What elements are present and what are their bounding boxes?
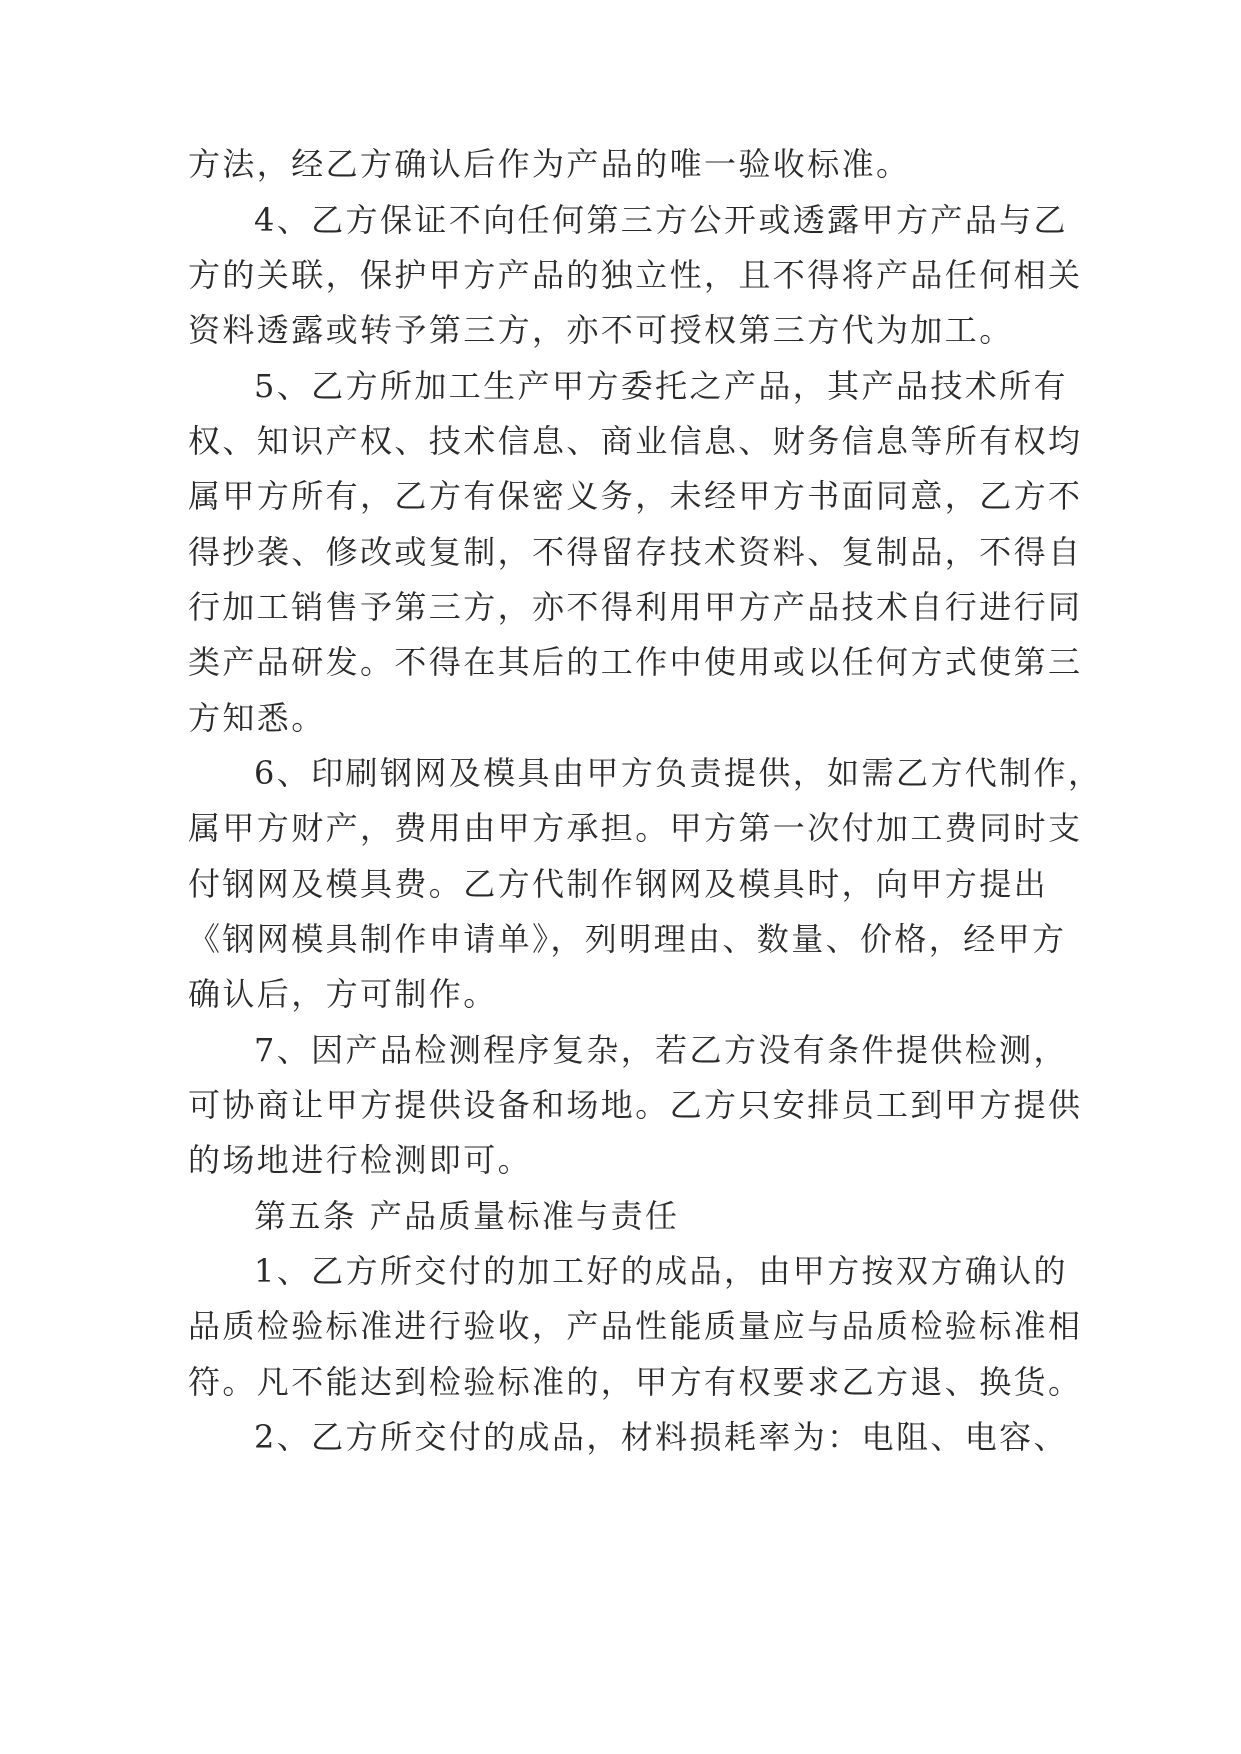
text-line: 付钢网及模具费。乙方代制作钢网及模具时，向甲方提出 bbox=[188, 865, 1049, 903]
text-line: 权、知识产权、技术信息、商业信息、财务信息等所有权均 bbox=[188, 422, 1083, 460]
text-line: 方的关联，保护甲方产品的独立性，且不得将产品任何相关 bbox=[188, 256, 1083, 294]
section-heading: 第五条 产品质量标准与责任 bbox=[254, 1197, 680, 1235]
text-line: 品质检验标准进行验收，产品性能质量应与品质检验标准相 bbox=[188, 1307, 1083, 1345]
text-line: 1、乙方所交付的加工好的成品，由甲方按双方确认的 bbox=[254, 1252, 1068, 1290]
text-line: 符。凡不能达到检验标准的，甲方有权要求乙方退、换货。 bbox=[188, 1363, 1083, 1401]
text-line: 类产品研发。不得在其后的工作中使用或以任何方式使第三 bbox=[188, 643, 1083, 681]
text-line: 可协商让甲方提供设备和场地。乙方只安排员工到甲方提供 bbox=[188, 1086, 1083, 1124]
text-line: 确认后，方可制作。 bbox=[188, 975, 498, 1013]
text-line: 2、乙方所交付的成品，材料损耗率为：电阻、电容、 bbox=[254, 1418, 1068, 1456]
text-line: 《钢网模具制作申请单》，列明理由、数量、价格，经甲方 bbox=[188, 920, 1067, 958]
text-line: 7、因产品检测程序复杂，若乙方没有条件提供检测， bbox=[254, 1031, 1068, 1069]
text-line: 资料透露或转予第三方，亦不可授权第三方代为加工。 bbox=[188, 311, 1014, 349]
text-line: 行加工销售予第三方，亦不得利用甲方产品技术自行进行同 bbox=[188, 588, 1083, 626]
text-line: 6、印刷钢网及模具由甲方负责提供，如需乙方代制作， bbox=[254, 754, 1103, 792]
text-line: 4、乙方保证不向任何第三方公开或透露甲方产品与乙 bbox=[254, 201, 1068, 239]
text-line: 属甲方所有，乙方有保密义务，未经甲方书面同意，乙方不 bbox=[188, 477, 1083, 515]
text-line: 得抄袭、修改或复制，不得留存技术资料、复制品，不得自 bbox=[188, 533, 1083, 571]
text-line: 方知悉。 bbox=[188, 699, 326, 737]
text-line: 5、乙方所加工生产甲方委托之产品，其产品技术所有 bbox=[254, 367, 1068, 405]
text-line: 方法，经乙方确认后作为产品的唯一验收标准。 bbox=[188, 145, 911, 183]
text-line: 属甲方财产，费用由甲方承担。甲方第一次付加工费同时支 bbox=[188, 809, 1083, 847]
text-line: 的场地进行检测即可。 bbox=[188, 1141, 533, 1179]
